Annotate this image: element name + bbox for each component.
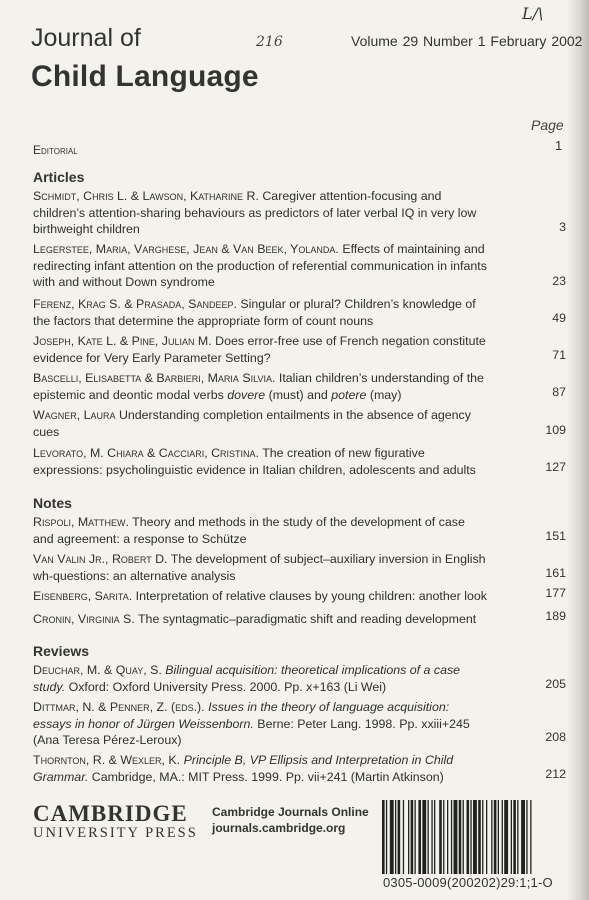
- entry-page: 212: [545, 767, 566, 781]
- publisher-subname: UNIVERSITY PRESS: [33, 825, 198, 841]
- entry-author: Wagner, Laura: [33, 408, 116, 422]
- toc-entry: [33, 188, 488, 238]
- entry-author: Van Valin Jr., Robert D.: [33, 552, 168, 566]
- entry-title-italic: Bilingual acquisition: theoretical implications of a case study.: [33, 663, 461, 694]
- entry-author: Deuchar, M. & Quay, S.: [33, 663, 162, 677]
- entry-author: Bascelli, Elisabetta & Barbieri, Maria Silvia.: [33, 371, 276, 385]
- entry-title-a: Italian children’s understanding of the epistemic and deontic modal verbs: [33, 371, 484, 402]
- entry-title: The development of subject–auxiliary inversion in English wh-questions: an alternative analysis: [33, 552, 486, 583]
- page-column-heading: Page: [531, 117, 564, 133]
- handwritten-number: 216: [256, 34, 283, 50]
- barcode-number: 0305-0009(200202)29:1;1-O: [383, 875, 553, 890]
- entry-title-c: (may): [366, 387, 402, 402]
- issue-info: Volume 29 Number 1 February 2002: [351, 33, 583, 49]
- section-reviews: Reviews: [33, 643, 90, 659]
- entry-author: Dittmar, N. & Penner, Z. (eds.).: [33, 700, 205, 714]
- entry-author: Rispoli, Matthew.: [33, 515, 129, 529]
- entry-title-italic: Principle B, VP Ellipsis and Interpretation in Child Grammar.: [33, 753, 454, 784]
- toc-entry: [33, 445, 488, 478]
- cjo-title: Cambridge Journals Online: [212, 805, 369, 819]
- handwritten-mark: L/\: [522, 4, 544, 23]
- toc-entry: [33, 514, 488, 547]
- entry-page: 71: [552, 348, 566, 362]
- entry-page: 177: [545, 586, 566, 600]
- entry-author: Joseph, Kate L. & Pine, Julian M.: [33, 334, 212, 348]
- toc-entry: [33, 752, 488, 785]
- entry-page: 161: [545, 566, 566, 580]
- entry-publication: Oxford: Oxford University Press. 2000. Pp. x+163 (Li Wei): [65, 679, 387, 694]
- entry-author: Schmidt, Chris L. & Lawson, Katharine R.: [33, 189, 259, 203]
- journal-title-line2: Child Language: [31, 60, 259, 93]
- entry-page: 127: [545, 460, 566, 474]
- entry-title-italic: potere: [331, 387, 367, 402]
- section-articles: Articles: [33, 169, 85, 185]
- entry-page: 208: [545, 730, 566, 744]
- toc-entry: [33, 333, 488, 366]
- entry-page: 109: [545, 423, 566, 437]
- entry-publication: Cambridge, MA.: MIT Press. 1999. Pp. vii+241 (Martin Atkinson): [88, 769, 444, 784]
- editorial-label: Editorial: [33, 143, 78, 157]
- entry-title-italic: dovere: [227, 387, 266, 402]
- page-edge: [567, 0, 589, 900]
- entry-title: The syntagmatic–paradigmatic shift and reading development: [137, 612, 477, 626]
- entry-page: 189: [545, 609, 566, 623]
- toc-entry: [33, 611, 488, 628]
- toc-entry: [33, 662, 488, 695]
- toc-entry: [33, 296, 488, 329]
- entry-page: 23: [552, 274, 566, 288]
- editorial-page: 1: [555, 138, 563, 153]
- journal-title-line1: Journal of: [31, 24, 141, 52]
- entry-title: Theory and methods in the study of the development of case and agreement: a response to Schütze: [33, 515, 465, 546]
- entry-title: Understanding completion entailments in the absence of agency cues: [33, 408, 471, 439]
- entry-page: 151: [545, 529, 566, 543]
- entry-page: 49: [552, 311, 566, 325]
- toc-entry: [33, 241, 488, 291]
- entry-author: Levorato, M. Chiara & Cacciari, Cristina.: [33, 446, 259, 460]
- barcode: [380, 800, 573, 878]
- journals-online: [212, 804, 369, 836]
- entry-page: 205: [545, 677, 566, 691]
- entry-title: Does error-free use of French negation constitute evidence for Very Early Parameter Setting?: [33, 334, 486, 365]
- entry-title: Caregiver attention-focusing and children’s attention-sharing behaviours as predictors of later verbal IQ in very low birthweight children: [33, 189, 477, 236]
- toc-entry: [33, 370, 488, 403]
- entry-title: Interpretation of relative clauses by young children: another look: [135, 589, 487, 603]
- entry-page: 3: [559, 220, 566, 234]
- entry-page: 87: [552, 385, 566, 399]
- entry-title: The creation of new figurative expressions: psycholinguistic evidence in Italian children, adolescents and adults: [33, 446, 476, 477]
- publisher-name: CAMBRIDGE: [33, 801, 188, 826]
- entry-author: Cronin, Virginia S.: [33, 612, 135, 626]
- entry-title-italic: Issues in the theory of language acquisition: essays in honor of Jürgen Weissenborn.: [33, 700, 450, 731]
- toc-entry: [33, 551, 488, 584]
- publisher-logo: [33, 801, 198, 842]
- entry-author: Ferenz, Krag S. & Prasada, Sandeep.: [33, 297, 237, 311]
- entry-author: Thornton, R. & Wexler, K.: [33, 753, 181, 767]
- entry-author: Eisenberg, Sarita.: [33, 589, 133, 603]
- entry-title: Effects of maintaining and redirecting infant attention on the production of referential communication in infants with and without Down syndrome: [33, 242, 487, 289]
- entry-title: Singular or plural? Children’s knowledge of the factors that determine the appropriate form of count nouns: [33, 297, 476, 328]
- cjo-url[interactable]: journals.cambridge.org: [212, 821, 346, 835]
- entry-author: Legerstee, Maria, Varghese, Jean & Van Beek, Yolanda.: [33, 242, 339, 256]
- toc-entry: [33, 407, 488, 440]
- entry-title-b: (must) and: [265, 387, 332, 402]
- section-notes: Notes: [33, 495, 72, 511]
- toc-entry: [33, 699, 488, 749]
- entry-publication: Berne: Peter Lang. 1998. Pp. xxiii+245 (Ana Teresa Pérez-Leroux): [33, 716, 470, 747]
- toc-entry: [33, 588, 488, 605]
